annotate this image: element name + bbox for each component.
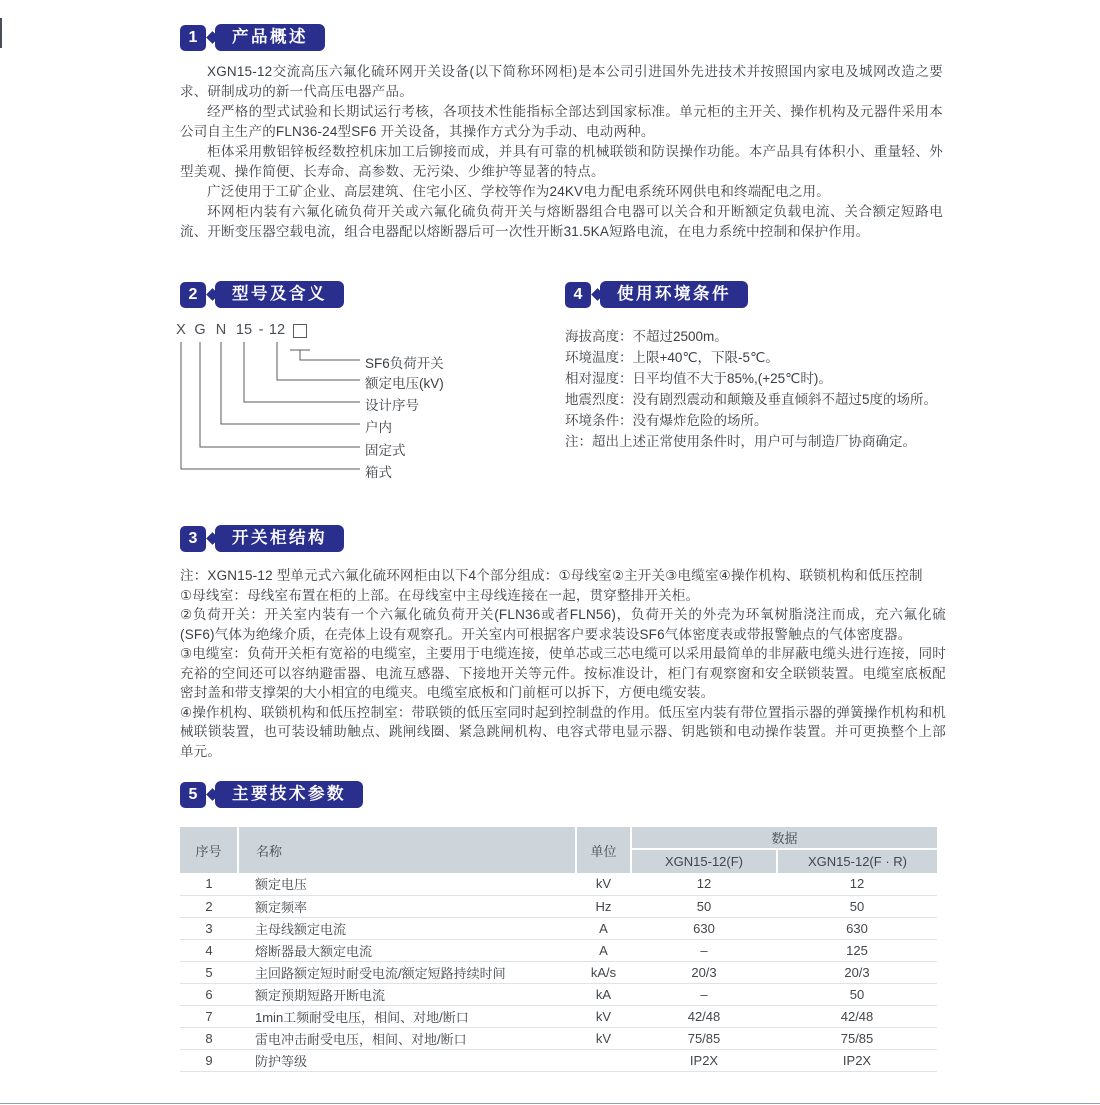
section-3-number-badge: 3 xyxy=(180,526,206,552)
paragraph: 广泛使用于工矿企业、高层建筑、住宅小区、学校等作为24KV电力配电系统环网供电和终端配电之用。 xyxy=(207,184,830,199)
env-line: 海拔高度：不超过2500m。 xyxy=(565,329,728,344)
section-3-title: 开关柜结构 xyxy=(215,525,344,552)
cell-value-f: 42/48 xyxy=(631,1005,777,1027)
table-row xyxy=(180,1049,937,1071)
cell-value-f: 20/3 xyxy=(631,961,777,983)
scan-corner-mark xyxy=(0,18,2,48)
paragraph: 经严格的型式试验和长期试运行考核，各项技术性能指标全部达到国家标准。单元柜的主开关、操作机构及元器件采用本公司自主生产的FLN36-24型SF6 开关设备，其操作方式分为手动、电动两种。 xyxy=(180,104,943,139)
cell-value-fr: 630 xyxy=(777,917,937,939)
cell-name: 额定预期短路开断电流 xyxy=(238,983,576,1005)
cell-value-fr: 50 xyxy=(777,895,937,917)
diagram-label: 箱式 xyxy=(365,465,392,480)
structure-item: ③电缆室：负荷开关柜有宽裕的电缆室，主要用于电缆连接，使单芯或三芯电缆可以采用最简单的非屏蔽电缆头进行连接，同时充裕的空间还可以容纳避雷器、电流互感器、下接地开关等元件。按标准设计，柜门有观察窗和安全联锁装置。电缆室底板配密封盖和带支撑架的大小相宜的电缆夹。电缆室底板和门前框可以拆下，方便电缆安装。 xyxy=(180,646,946,700)
section-3-body xyxy=(180,566,946,761)
model-char-n: N xyxy=(215,322,227,338)
structure-note: 注：XGN15-12 型单元式六氟化硫环网柜由以下4个部分组成：①母线室②主开关③电缆室④操作机构、联锁机构和低压控制 xyxy=(180,568,923,583)
cell-value-f: 50 xyxy=(631,895,777,917)
cell-name: 1min工频耐受电压，相间、对地/断口 xyxy=(238,1005,576,1027)
section-1-number-badge: 1 xyxy=(180,25,206,51)
column-header-name: 名称 xyxy=(238,827,576,873)
column-header-seq: 序号 xyxy=(180,827,238,873)
diagram-label: 额定电压(kV) xyxy=(365,376,444,391)
env-line: 相对湿度：日平均值不大于85%,(+25℃时)。 xyxy=(565,371,832,386)
section-1-header xyxy=(180,24,325,51)
section-2-number-badge: 2 xyxy=(180,282,206,308)
cell-value-f: – xyxy=(631,983,777,1005)
env-line: 环境温度：上限+40℃，下限-5℃。 xyxy=(565,350,779,365)
diagram-label: 设计序号 xyxy=(365,398,419,413)
diagram-label: 固定式 xyxy=(365,443,406,458)
cell-value-fr: 20/3 xyxy=(777,961,937,983)
section-4-title: 使用环境条件 xyxy=(600,281,748,308)
section-5-title: 主要技术参数 xyxy=(215,781,363,808)
env-line: 地震烈度：没有剧烈震动和颠簸及垂直倾斜不超过5度的场所。 xyxy=(565,392,938,407)
table-row xyxy=(180,1027,937,1049)
model-char-15: 15 xyxy=(235,322,253,338)
cell-unit: Hz xyxy=(576,895,631,917)
section-2-title: 型号及含义 xyxy=(215,281,344,308)
cell-seq: 7 xyxy=(180,1005,238,1027)
structure-item: ①母线室：母线室布置在柜的上部。在母线室中主母线连接在一起，贯穿整排开关柜。 xyxy=(180,587,700,603)
cell-unit: kV xyxy=(576,1027,631,1049)
env-line: 环境条件：没有爆炸危险的场所。 xyxy=(565,413,768,428)
table-row xyxy=(180,939,937,961)
cell-value-fr: 125 xyxy=(777,939,937,961)
diagram-label: SF6负荷开关 xyxy=(365,356,444,371)
cell-seq: 5 xyxy=(180,961,238,983)
cell-seq: 8 xyxy=(180,1027,238,1049)
structure-item: ④操作机构、联锁机构和低压控制室：带联锁的低压室同时起到控制盘的作用。低压室内装有带位置指示器的弹簧操作机构和机械联锁装置，也可装设辅助触点、跳闸线圈、紧急跳闸机构、电容式带电显示器、钥匙锁和电动操作装置。并可更换整个上部单元。 xyxy=(180,704,946,759)
env-line: 注：超出上述正常使用条件时，用户可与制造厂协商确定。 xyxy=(565,434,916,449)
section-5-header xyxy=(180,781,363,808)
cell-name: 额定电压 xyxy=(238,873,576,895)
structure-item: ②负荷开关：开关室内装有一个六氟化硫负荷开关(FLN36或者FLN56)，负荷开关的外壳为环氧树脂浇注而成，充六氟化硫(SF6)气体为绝缘介质，在壳体上设有观察孔。开关室内可根据客户要求装设SF6气体密度表或带报警触点的气体密度器。 xyxy=(180,607,946,642)
column-header-unit: 单位 xyxy=(576,827,631,873)
cell-name: 额定频率 xyxy=(238,895,576,917)
model-char-x: X xyxy=(176,322,186,338)
cell-name: 主母线额定电流 xyxy=(238,917,576,939)
model-char-12: 12 xyxy=(268,322,286,338)
cell-unit: A xyxy=(576,939,631,961)
page-bottom-rule xyxy=(0,1103,1100,1104)
section-2-header xyxy=(180,281,344,308)
section-4-header xyxy=(565,281,748,308)
section-1-title: 产品概述 xyxy=(215,24,325,51)
diagram-label: 户内 xyxy=(365,420,392,435)
paragraph: 柜体采用敷铝锌板经数控机床加工后铆接而成，并具有可靠的机械联锁和防误操作功能。本产品具有体积小、重量轻、外型美观、操作简便、长寿命、高参数、无污染、少维护等显著的特点。 xyxy=(180,144,943,179)
model-char-dash: - xyxy=(258,322,264,338)
cell-seq: 1 xyxy=(180,873,238,895)
cell-value-fr: 12 xyxy=(777,873,937,895)
section-1-body xyxy=(180,62,943,242)
environment-conditions-list xyxy=(565,326,955,452)
cell-unit: kV xyxy=(576,1005,631,1027)
section-4-number-badge: 4 xyxy=(565,282,591,308)
table-row xyxy=(180,983,937,1005)
cell-unit: kA/s xyxy=(576,961,631,983)
cell-unit: kV xyxy=(576,873,631,895)
column-header-model-fr: XGN15-12(F · R) xyxy=(777,849,937,873)
column-header-data: 数据 xyxy=(631,827,937,849)
table-row xyxy=(180,895,937,917)
cell-seq: 2 xyxy=(180,895,238,917)
cell-unit xyxy=(576,1049,631,1071)
specs-table xyxy=(180,827,937,1072)
model-char-g: G xyxy=(194,322,206,338)
cell-value-fr: IP2X xyxy=(777,1049,937,1071)
section-3-header xyxy=(180,525,344,552)
cell-value-f: IP2X xyxy=(631,1049,777,1071)
cell-value-fr: 42/48 xyxy=(777,1005,937,1027)
cell-value-f: 75/85 xyxy=(631,1027,777,1049)
cell-name: 主回路额定短时耐受电流/额定短路持续时间 xyxy=(238,961,576,983)
cell-value-f: 12 xyxy=(631,873,777,895)
table-row xyxy=(180,1005,937,1027)
table-row xyxy=(180,917,937,939)
cell-value-fr: 50 xyxy=(777,983,937,1005)
model-placeholder-box xyxy=(293,324,307,338)
paragraph: XGN15-12交流高压六氟化硫环网开关设备(以下简称环网柜)是本公司引进国外先进技术并按照国内家电及城网改造之要求、研制成功的新一代高压电器产品。 xyxy=(180,64,943,99)
cell-value-f: 630 xyxy=(631,917,777,939)
cell-unit: kA xyxy=(576,983,631,1005)
section-5-number-badge: 5 xyxy=(180,782,206,808)
cell-seq: 6 xyxy=(180,983,238,1005)
column-header-model-f: XGN15-12(F) xyxy=(631,849,777,873)
table-row xyxy=(180,873,937,895)
cell-value-fr: 75/85 xyxy=(777,1027,937,1049)
cell-value-f: – xyxy=(631,939,777,961)
cell-seq: 9 xyxy=(180,1049,238,1071)
cell-name: 防护等级 xyxy=(238,1049,576,1071)
cell-seq: 3 xyxy=(180,917,238,939)
cell-unit: A xyxy=(576,917,631,939)
cell-name: 雷电冲击耐受电压，相间、对地/断口 xyxy=(238,1027,576,1049)
cell-seq: 4 xyxy=(180,939,238,961)
cell-name: 熔断器最大额定电流 xyxy=(238,939,576,961)
table-row xyxy=(180,961,937,983)
specs-table-header xyxy=(180,827,937,873)
paragraph: 环网柜内装有六氟化硫负荷开关或六氟化硫负荷开关与熔断器组合电器可以关合和开断额定负载电流、关合额定短路电流、开断变压器空载电流，组合电器配以熔断器后可一次性开断31.5KA短路电流，在电力系统中控制和保护作用。 xyxy=(180,204,943,239)
